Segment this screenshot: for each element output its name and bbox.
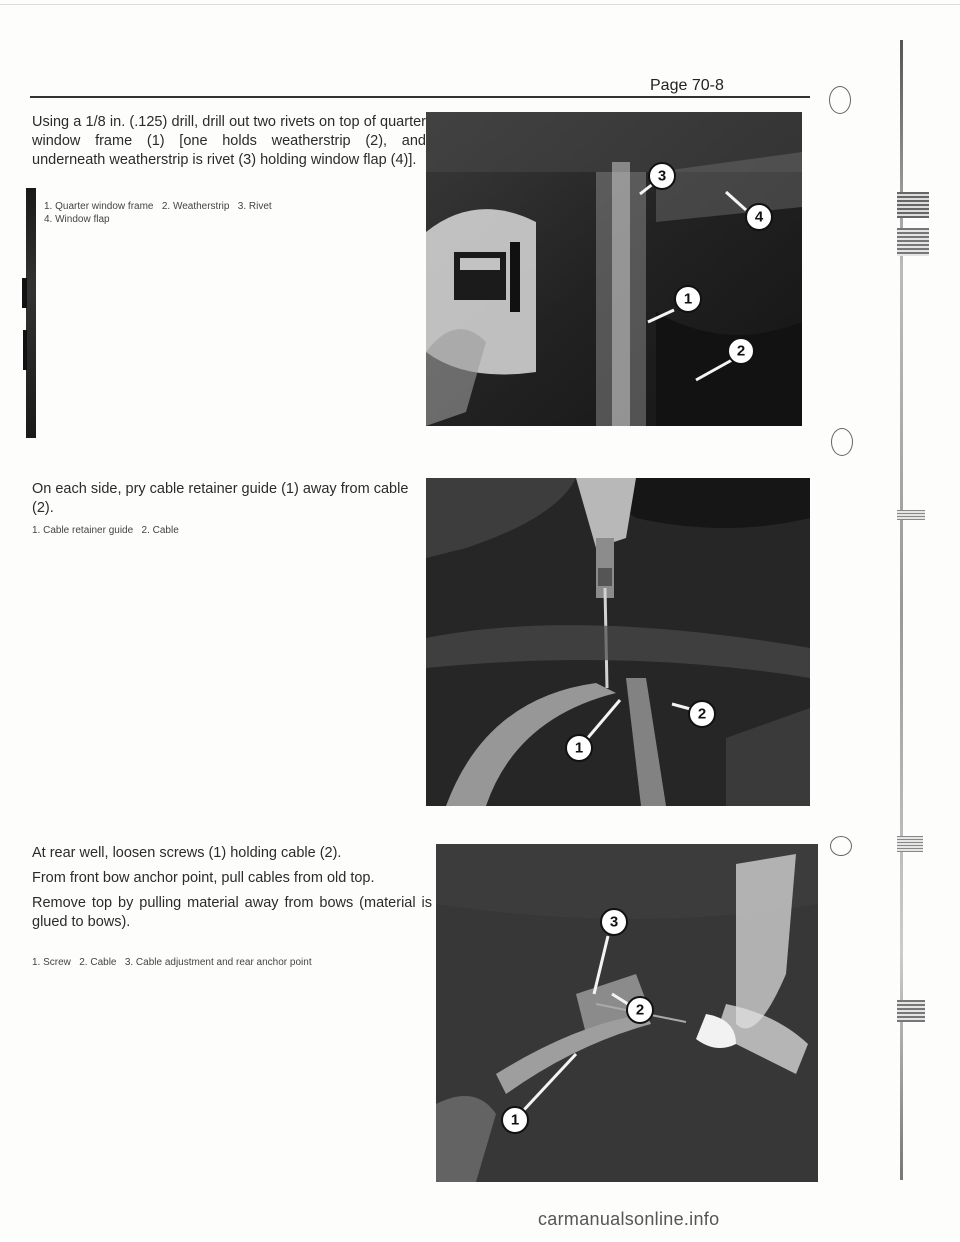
caption-line: 1. Cable retainer guide 2. Cable <box>32 525 179 536</box>
step-1-instruction <box>32 113 426 170</box>
callout-2 <box>728 338 754 364</box>
step-3-caption <box>32 956 432 969</box>
photo-quarter-window-rivets <box>426 112 802 426</box>
caption-line: 1. Quarter window frame 2. Weatherstrip 3. Rivet <box>44 201 272 212</box>
callout-1 <box>675 286 701 312</box>
svg-text:2: 2 <box>635 1001 645 1019</box>
caption-line: 4. Window flap <box>44 214 110 225</box>
scan-edge-mark <box>897 510 925 520</box>
svg-text:3: 3 <box>609 913 619 931</box>
photo-cable-retainer-guide <box>426 478 810 806</box>
svg-text:2: 2 <box>736 342 746 360</box>
photo-rear-well-screws <box>436 844 818 1182</box>
step-1-caption <box>44 200 424 226</box>
watermark-link[interactable]: carmanualsonline.info <box>538 1209 720 1229</box>
scan-edge-line <box>0 4 960 5</box>
margin-binding-notch <box>23 330 27 370</box>
scan-edge-mark <box>897 228 929 256</box>
step-2-instruction <box>32 480 432 518</box>
header-rule <box>30 96 810 98</box>
svg-text:1: 1 <box>510 1111 520 1129</box>
margin-binding-bar <box>26 188 36 438</box>
callout-4 <box>746 204 772 230</box>
caption-line: 1. Screw 2. Cable 3. Cable adjustment and rear anchor point <box>32 957 312 968</box>
page-number: Page 70-8 <box>650 77 724 94</box>
svg-text:2: 2 <box>697 705 707 723</box>
scan-edge-mark <box>897 836 923 852</box>
step-3-instruction <box>32 844 432 932</box>
svg-text:1: 1 <box>683 290 693 308</box>
step-2-caption <box>32 524 412 537</box>
punch-hole <box>831 428 853 456</box>
scan-edge-mark <box>897 192 929 218</box>
svg-text:1: 1 <box>574 739 584 757</box>
paragraph: At rear well, loosen screws (1) holding cable (2). <box>32 845 342 861</box>
punch-hole <box>829 86 851 114</box>
paragraph: Using a 1/8 in. (.125) drill, drill out two rivets on top of quarter window frame (1) [one holds weatherstrip (2), and underneath weatherstrip is rivet (3) holding window flap (4)]. <box>32 114 426 168</box>
callout-2 <box>689 701 715 727</box>
punch-hole <box>830 836 852 856</box>
svg-text:4: 4 <box>754 208 764 226</box>
callout-1 <box>502 1107 528 1133</box>
callout-3 <box>649 163 675 189</box>
callout-1 <box>566 735 592 761</box>
svg-text:3: 3 <box>657 167 667 185</box>
paragraph: Remove top by pulling material away from bows (material is glued to bows). <box>32 895 432 930</box>
paragraph: From front bow anchor point, pull cables from old top. <box>32 870 375 886</box>
callout-2 <box>627 997 653 1023</box>
callout-3 <box>601 909 627 935</box>
scan-edge-mark <box>897 1000 925 1022</box>
paragraph: On each side, pry cable retainer guide (1) away from cable (2). <box>32 481 409 516</box>
margin-binding-notch <box>22 278 27 308</box>
